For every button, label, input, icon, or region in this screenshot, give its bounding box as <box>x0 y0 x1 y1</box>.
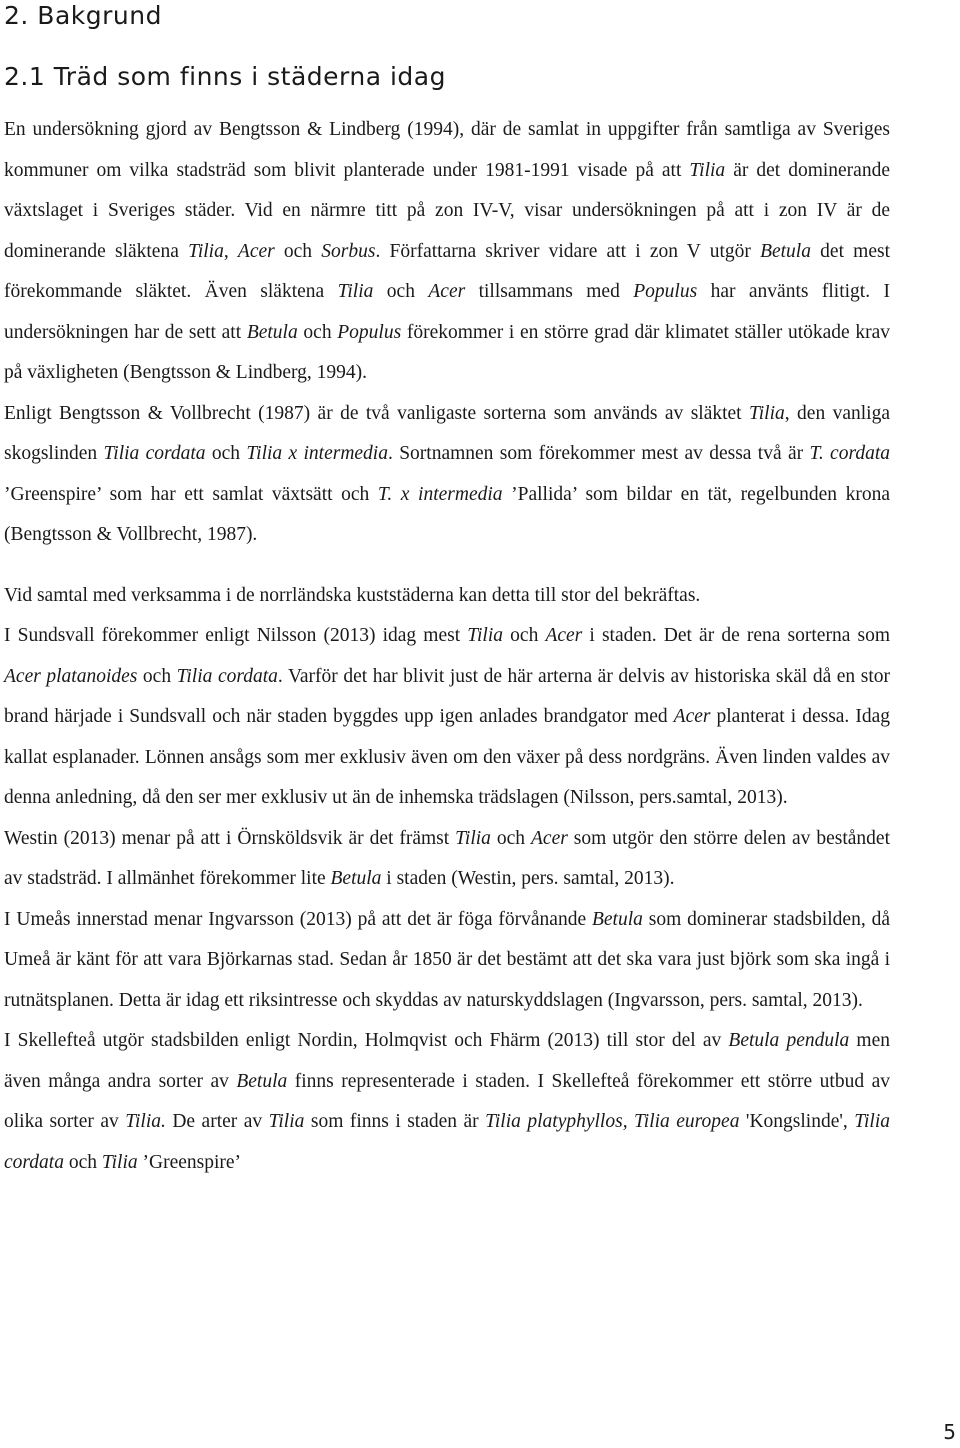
paragraph-bengtsson-vollbrecht: Enligt Bengtsson & Vollbrecht (1987) är de två vanligaste sorterna som används av släktet Tilia, den vanliga skogslinden Tilia cordata och Tilia x intermedia. Sortnamnen som förekommer mest av dessa två är T. cordata ’Greenspire’ som har ett samlat växtsätt och T. x intermedia ’Pallida’ som bildar en tät, regelbunden krona (Bengtsson & Vollbrecht, 1987). <box>4 402 891 545</box>
document-page <box>4 0 890 1183</box>
chapter-heading: 2. Bakgrund <box>4 1 162 30</box>
paragraph-ornskoldsvik: Westin (2013) menar på att i Örnsköldsvik är det främst Tilia och Acer som utgör den större delen av beståndet av stadsträd. I allmänhet förekommer lite Betula i staden (Westin, pers. samtal, 2013). <box>4 827 891 889</box>
page-number: 5 <box>943 1420 956 1444</box>
paragraph-samtal: Vid samtal med verksamma i de norrländska kuststäderna kan detta till stor del bekräftas. <box>4 584 701 606</box>
paragraph-bengtsson-lindberg: En undersökning gjord av Bengtsson & Lindberg (1994), där de samlat in uppgifter från samtliga av Sveriges kommuner om vilka stadsträd som blivit planterade under 1981-1991 visade på att Tilia är det dominerande växtslaget i Sveriges städer. Vid en närmre titt på zon IV-V, visar undersökningen på att i zon IV är de dominerande släktena Tilia, Acer och Sorbus. Författarna skriver vidare att i zon V utgör Betula det mest förekommande släktet. Även släktena Tilia och Acer tillsammans med Populus har använts flitigt. I undersökningen har de sett att Betula och Populus förekommer i en större grad där klimatet ställer utökade krav på växligheten (Bengtsson & Lindberg, 1994). <box>4 119 891 383</box>
paragraph-umea: I Umeås innerstad menar Ingvarsson (2013) på att det är föga förvånande Betula som dominerar stadsbilden, då Umeå är känt för att vara Björkarnas stad. Sedan år 1850 är det bestämt att det ska vara just björk som ska ingå i rutnätsplanen. Detta är idag ett riksintresse och skyddas av naturskyddslagen (Ingvarsson, pers. samtal, 2013). <box>4 908 890 1011</box>
section-heading: 2.1 Träd som finns i städerna idag <box>4 62 446 91</box>
paragraph-sundsvall: I Sundsvall förekommer enligt Nilsson (2013) idag mest Tilia och Acer i staden. Det är de rena sorterna som Acer platanoides och Tilia cordata. Varför det har blivit just de här arterna är delvis av historiska skäl då en stor brand härjade i Sundsvall och när staden byggdes upp igen anlades brandgator med Acer planterat i dessa. Idag kallat esplanader. Lönnen ansågs som mer exklusiv även om den växer på dess nordgräns. Även linden valdes av denna anledning, då den ser mer exklusiv ut än de inhemska trädslagen (Nilsson, pers.samtal, 2013). <box>4 625 891 808</box>
paragraph-skelleftea: I Skellefteå utgör stadsbilden enligt Nordin, Holmqvist och Fhärm (2013) till stor del av Betula pendula men även många andra sorter av Betula finns representerade i staden. I Skellefteå förekommer ett större utbud av olika sorter av Tilia. De arter av Tilia som finns i staden är Tilia platyphyllos, Tilia europea 'Kongslinde', Tilia cordata och Tilia ’Greenspire’ <box>4 1030 890 1173</box>
